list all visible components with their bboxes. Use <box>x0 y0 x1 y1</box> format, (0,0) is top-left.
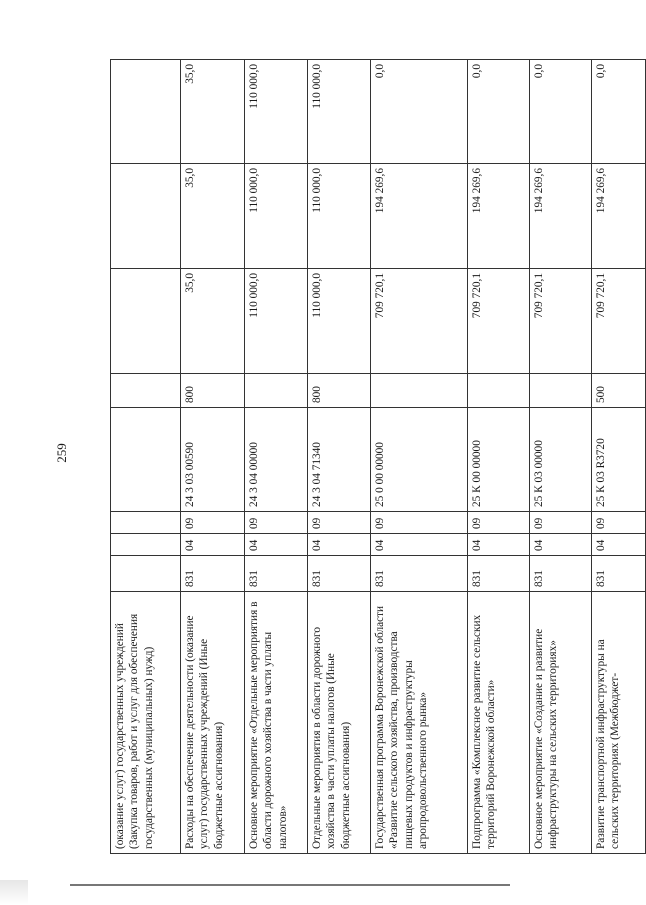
subsection-code-cell: 09 <box>592 512 646 534</box>
table-row <box>181 60 245 854</box>
target-article-cell: 25 К 03 R3720 <box>592 408 646 512</box>
target-article-cell: 25 К 00 00000 <box>468 408 530 512</box>
row-name-cell: (оказание услуг) государственных учреждений (Закупка товаров, работ и услуг для обеспечения государственных (муниципальных) нужд) <box>111 592 181 854</box>
target-article-cell: 24 3 04 71340 <box>308 408 371 512</box>
amount-year1-cell: 35,0 <box>181 269 245 374</box>
amount-year2-cell: 110 000,0 <box>245 164 308 269</box>
rotated-page <box>110 60 622 854</box>
grbs-code-cell <box>111 556 181 592</box>
budget-table <box>110 59 646 854</box>
section-code-cell: 04 <box>530 534 592 556</box>
row-name-cell: Основное мероприятие «Создание и развитие инфраструктуры на сельских территориях» <box>530 592 592 854</box>
expense-type-cell <box>468 374 530 408</box>
amount-year3-cell <box>111 60 181 164</box>
section-code-cell <box>111 534 181 556</box>
grbs-code-cell: 831 <box>181 556 245 592</box>
section-code-cell: 04 <box>181 534 245 556</box>
table-row <box>530 60 592 854</box>
amount-year2-cell: 194 269,6 <box>468 164 530 269</box>
amount-year3-cell: 0,0 <box>371 60 468 164</box>
amount-year2-cell: 194 269,6 <box>530 164 592 269</box>
subsection-code-cell: 09 <box>181 512 245 534</box>
row-name-cell: Отдельные мероприятия в области дорожного хозяйства в части уплаты налогов (Иные бюджетные ассигнования) <box>308 592 371 854</box>
table-row <box>371 60 468 854</box>
table-row <box>308 60 371 854</box>
amount-year3-cell: 0,0 <box>530 60 592 164</box>
amount-year3-cell: 0,0 <box>468 60 530 164</box>
section-code-cell: 04 <box>592 534 646 556</box>
expense-type-cell <box>111 374 181 408</box>
expense-type-cell: 800 <box>181 374 245 408</box>
target-article-cell <box>111 408 181 512</box>
section-code-cell: 04 <box>308 534 371 556</box>
table-row <box>111 60 181 854</box>
amount-year2-cell: 194 269,6 <box>592 164 646 269</box>
subsection-code-cell <box>111 512 181 534</box>
grbs-code-cell: 831 <box>592 556 646 592</box>
section-code-cell: 04 <box>371 534 468 556</box>
grbs-code-cell: 831 <box>245 556 308 592</box>
amount-year1-cell: 709 720,1 <box>592 269 646 374</box>
amount-year3-cell: 0,0 <box>592 60 646 164</box>
amount-year2-cell <box>111 164 181 269</box>
table-row <box>468 60 530 854</box>
row-name-cell: Расходы на обеспечение деятельности (оказание услуг) государственных учреждений (Иные бюджетные ассигнования) <box>181 592 245 854</box>
grbs-code-cell: 831 <box>530 556 592 592</box>
amount-year1-cell: 709 720,1 <box>371 269 468 374</box>
expense-type-cell: 500 <box>592 374 646 408</box>
subsection-code-cell: 09 <box>245 512 308 534</box>
table-body <box>111 60 646 854</box>
grbs-code-cell: 831 <box>308 556 371 592</box>
subsection-code-cell: 09 <box>308 512 371 534</box>
subsection-code-cell: 09 <box>371 512 468 534</box>
amount-year2-cell: 110 000,0 <box>308 164 371 269</box>
table-row <box>592 60 646 854</box>
amount-year2-cell: 194 269,6 <box>371 164 468 269</box>
scan-edge-shadow <box>0 880 28 905</box>
table-viewport <box>110 60 622 854</box>
amount-year1-cell <box>111 269 181 374</box>
target-article-cell: 25 К 03 00000 <box>530 408 592 512</box>
amount-year1-cell: 709 720,1 <box>530 269 592 374</box>
amount-year3-cell: 35,0 <box>181 60 245 164</box>
amount-year3-cell: 110 000,0 <box>245 60 308 164</box>
amount-year3-cell: 110 000,0 <box>308 60 371 164</box>
section-code-cell: 04 <box>245 534 308 556</box>
section-code-cell: 04 <box>468 534 530 556</box>
bottom-rule <box>70 884 510 886</box>
subsection-code-cell: 09 <box>468 512 530 534</box>
row-name-cell: Государственная программа Воронежской области «Развитие сельского хозяйства, производства пищевых продуктов и инфраструктуры агропродовольственного рынка» <box>371 592 468 854</box>
expense-type-cell <box>371 374 468 408</box>
expense-type-cell <box>245 374 308 408</box>
target-article-cell: 25 0 00 00000 <box>371 408 468 512</box>
amount-year1-cell: 110 000,0 <box>308 269 371 374</box>
amount-year1-cell: 709 720,1 <box>468 269 530 374</box>
page-number: 259 <box>54 443 69 463</box>
target-article-cell: 24 3 03 00590 <box>181 408 245 512</box>
subsection-code-cell: 09 <box>530 512 592 534</box>
row-name-cell: Подпрограмма «Комплексное развитие сельских территорий Воронежской области» <box>468 592 530 854</box>
row-name-cell: Развитие транспортной инфраструктуры на сельских территориях (Межбюджет- <box>592 592 646 854</box>
amount-year2-cell: 35,0 <box>181 164 245 269</box>
amount-year1-cell: 110 000,0 <box>245 269 308 374</box>
table-row <box>245 60 308 854</box>
grbs-code-cell: 831 <box>371 556 468 592</box>
row-name-cell: Основное мероприятие «Отдельные мероприятия в области дорожного хозяйства в части уплаты налогов» <box>245 592 308 854</box>
grbs-code-cell: 831 <box>468 556 530 592</box>
expense-type-cell: 800 <box>308 374 371 408</box>
expense-type-cell <box>530 374 592 408</box>
target-article-cell: 24 3 04 00000 <box>245 408 308 512</box>
